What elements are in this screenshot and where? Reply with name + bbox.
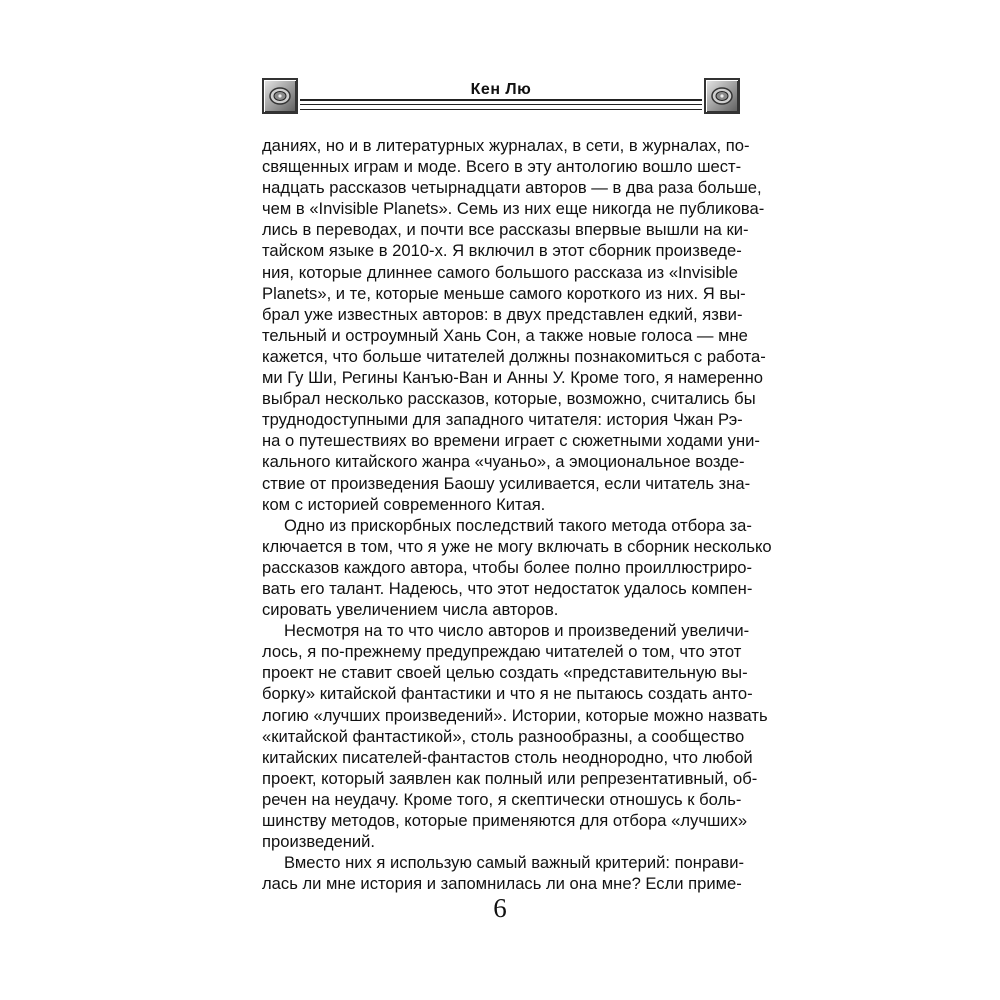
- paragraph: [262, 135, 766, 515]
- paragraph: [262, 620, 768, 852]
- text-line: рассказов каждого автора, чтобы более полно проиллюстриро-: [262, 557, 753, 577]
- text-line: лось, я по-прежнему предупреждаю читателей о том, что этот: [262, 642, 742, 662]
- ornament-badge-icon: [704, 78, 740, 114]
- text-line: шинству методов, которые применяются для отбора «лучших»: [262, 811, 748, 830]
- text-line: ния, которые длиннее самого большого рассказа из «Invisible: [262, 262, 738, 282]
- text-line: произведений.: [262, 832, 376, 852]
- body-text: [262, 135, 772, 894]
- text-line: речен на неудачу. Кроме того, я скептически отношусь к боль-: [262, 789, 742, 809]
- text-line: даниях, но и в литературных журналах, в сети, в журналах, по-: [262, 136, 750, 155]
- text-line: на о путешествиях во времени играет с сюжетными ходами уни-: [262, 431, 760, 451]
- text-line: вать его талант. Надеюсь, что этот недостаток удалось компен-: [262, 578, 753, 598]
- text-line: проект не ставит своей целью создать «представительную вы-: [262, 663, 748, 683]
- text-line: Planets», и те, которые меньше самого короткого из них. Я вы-: [262, 283, 746, 303]
- header-rule: [300, 104, 702, 105]
- text-line: логию «лучших произведений». Истории, которые можно назвать: [262, 705, 768, 725]
- header-rule: [300, 109, 702, 110]
- text-line: ком с историей современного Китая.: [262, 494, 546, 514]
- text-line: лись в переводах, и почти все рассказы впервые вышли на ки-: [262, 220, 749, 240]
- text-line: ствие от произведения Баошу усиливается, если читатель зна-: [262, 473, 751, 493]
- text-line: выбрал несколько рассказов, которые, возможно, считались бы: [262, 389, 756, 409]
- text-line: тайском языке в 2010-х. Я включил в этот сборник произведе-: [262, 241, 742, 261]
- text-line: китайских писателей-фантастов столь неоднородно, что любой: [262, 747, 753, 767]
- text-line: Несмотря на то что число авторов и произведений увеличи-: [284, 621, 750, 641]
- text-line: кального китайского жанра «чуаньо», а эмоциональное возде-: [262, 452, 745, 472]
- text-line: Одно из прискорбных последствий такого метода отбора за-: [284, 515, 752, 535]
- text-line: ключается в том, что я уже не могу включать в сборник несколько: [262, 536, 772, 556]
- text-line: сировать увеличением числа авторов.: [262, 600, 559, 620]
- text-line: Вместо них я использую самый важный критерий: понрави-: [284, 853, 745, 873]
- text-line: «китайской фантастикой», столь разнообразны, а сообщество: [262, 726, 745, 746]
- text-line: надцать рассказов четырнадцати авторов — в два раза больше,: [262, 178, 762, 198]
- paragraph: [262, 852, 745, 894]
- header-rule: [300, 99, 702, 101]
- text-line: лась ли мне история и запомнилась ли она мне? Если приме-: [262, 874, 742, 894]
- text-line: тельный и остроумный Хань Сон, а также новые голоса — мне: [262, 325, 748, 345]
- text-line: кажется, что больше читателей должны познакомиться с работа-: [262, 346, 766, 366]
- text-line: священных играм и моде. Всего в эту антологию вошло шест-: [262, 157, 742, 177]
- running-header: [262, 76, 740, 120]
- text-line: чем в «Invisible Planets». Семь из них еще никогда не публикова-: [262, 199, 765, 219]
- text-line: брал уже известных авторов: в двух представлен едкий, язви-: [262, 304, 743, 324]
- text-line: борку» китайской фантастики и что я не пытаюсь создать анто-: [262, 684, 753, 704]
- page-number: 6: [493, 893, 507, 923]
- text-line: ми Гу Ши, Регины Канъю-Ван и Анны У. Кроме того, я намеренно: [262, 368, 763, 388]
- running-header-title: Кен Лю: [470, 81, 532, 98]
- paragraph: [262, 515, 772, 620]
- text-line: проект, который заявлен как полный или репрезентативный, об-: [262, 768, 758, 788]
- text-line: труднодоступными для западного читателя: история Чжан Рэ-: [262, 410, 743, 430]
